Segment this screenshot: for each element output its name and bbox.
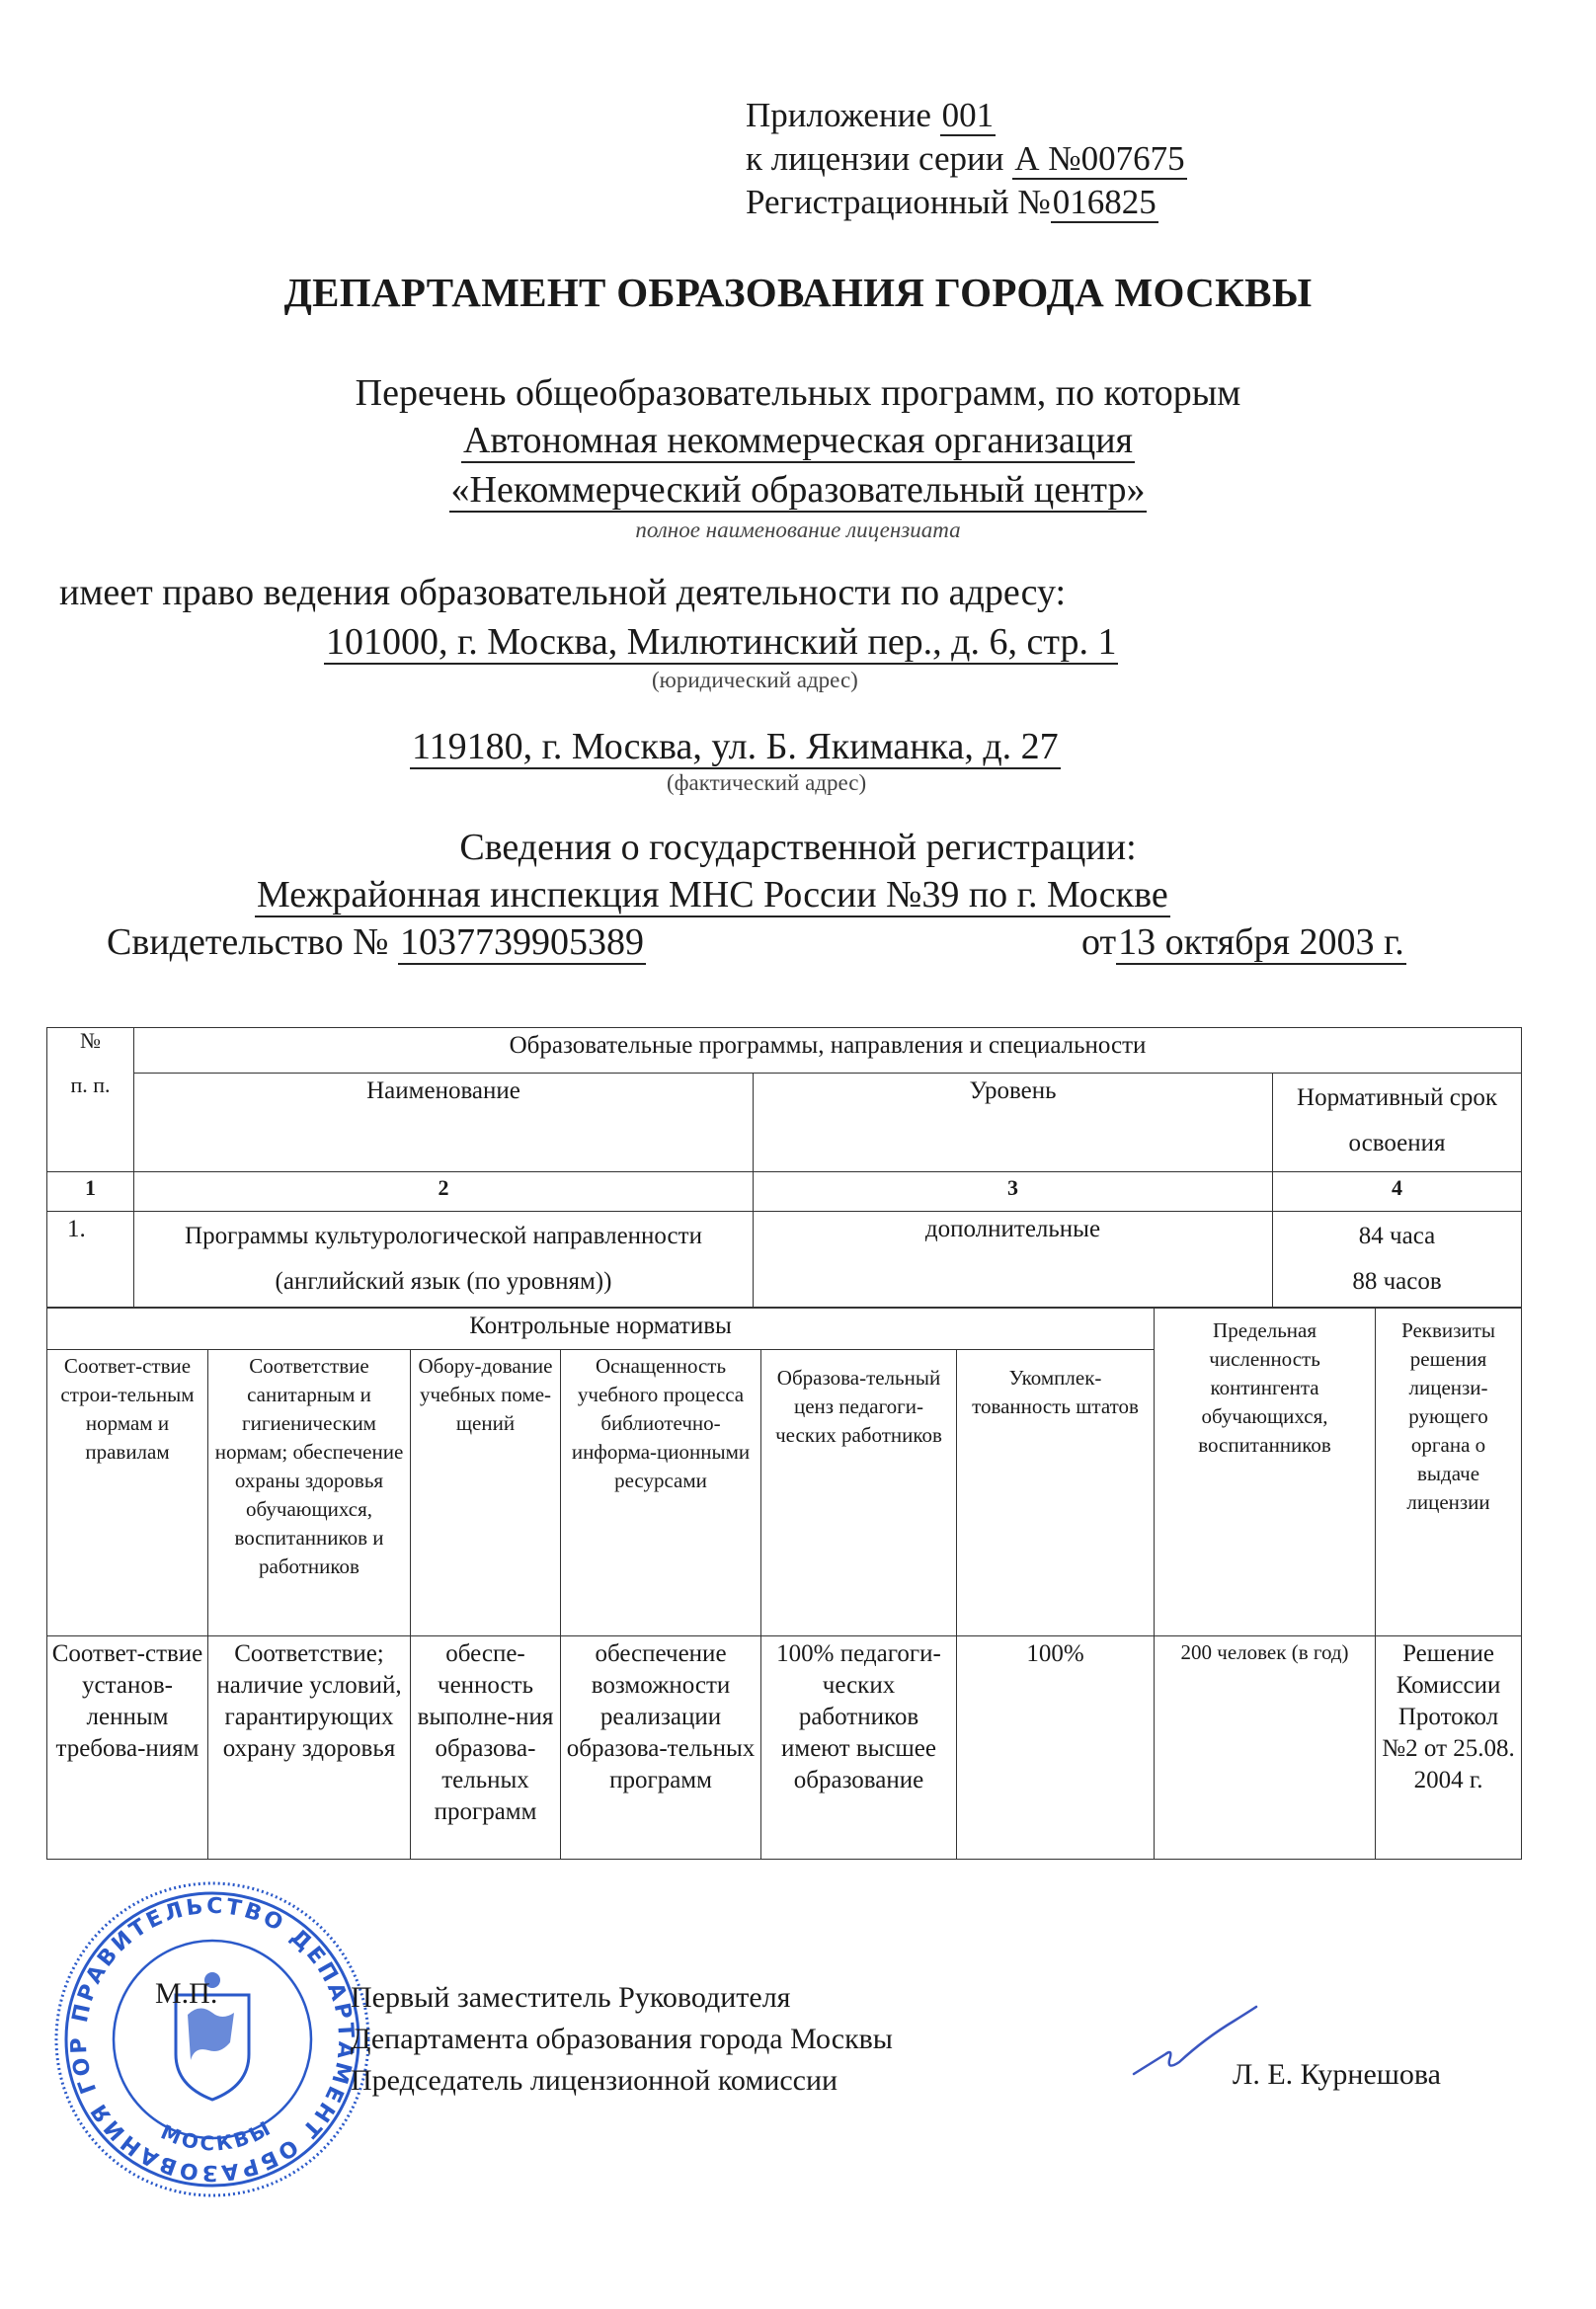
header-library: Оснащенность учебного процесса библиотечно-информа-ционными ресурсами: [561, 1350, 761, 1636]
value-sanitary: Соответствие; наличие условий, гарантирующих охрану здоровья: [208, 1636, 411, 1860]
signatory-block: Первый заместитель Руководителя Департамента образования города Москвы Председатель лицензионной комиссии: [351, 1981, 893, 2097]
col-number-header: № п. п.: [47, 1028, 134, 1172]
value-building: Соответ-ствие установ-ленным требова-ниям: [47, 1636, 208, 1860]
col-num-3: 3: [754, 1172, 1273, 1212]
value-qualification: 100% педагоги-ческих работников имеют высшее образование: [761, 1636, 957, 1860]
appendix-block: [746, 94, 1187, 224]
col-num-1: 1: [47, 1172, 134, 1212]
control-norms-header: Контрольные нормативы: [47, 1309, 1155, 1350]
header-staffing: Укомплек-тованность штатов: [957, 1350, 1155, 1636]
mp-label: М.П.: [155, 1977, 218, 2010]
certificate-date: 13 октября 2003 г.: [1118, 921, 1404, 963]
header-building-norms: Соответ-ствие строи-тельным нормам и правилам: [47, 1350, 208, 1636]
registration-number-line: Регистрационный №016825: [746, 183, 1157, 221]
svg-text:МОСКВЫ: МОСКВЫ: [157, 2114, 278, 2156]
certificate-date-line: от13 октября 2003 г.: [1081, 921, 1404, 963]
value-limit: 200 человек (в год): [1155, 1636, 1376, 1860]
actual-address: 119180, г. Москва, ул. Б. Якиманка, д. 27: [412, 726, 1059, 767]
value-equipment: обеспе-ченность выполне-ния образова-тельных программ: [411, 1636, 561, 1860]
stamp-seal-icon: [49, 1876, 375, 2202]
svg-text:ПРАВИТЕЛЬСТВО ДЕПАРТАМЕНТ ОБР: ПРАВИТЕЛЬСТВО ДЕПАРТАМЕНТ ОБРАЗОВАНИЯ ГОР: [66, 1893, 359, 2186]
document-title: ДЕПАРТАМЕНТ ОБРАЗОВАНИЯ ГОРОДА МОСКВЫ: [283, 270, 1313, 315]
license-series: А №007675: [1014, 139, 1185, 178]
registration-heading: Сведения о государственной регистрации:: [459, 827, 1137, 868]
col-level-header: Уровень: [754, 1074, 1273, 1172]
header-limit: Предельная численность контингента обучающихся, воспитанников: [1155, 1309, 1376, 1636]
appendix-number: 001: [941, 96, 995, 134]
legal-address-caption: (юридический адрес): [652, 668, 858, 692]
actual-address-caption: (фактический адрес): [667, 770, 867, 795]
certificate-line: Свидетельство № 1037739905389: [107, 921, 645, 963]
col-term-header: Нормативный срок освоения: [1273, 1074, 1522, 1172]
legal-address: 101000, г. Москва, Милютинский пер., д. 6, стр. 1: [326, 621, 1117, 663]
col-num-4: 4: [1273, 1172, 1522, 1212]
appendix-line: Приложение 001: [746, 96, 995, 134]
col-name-header: Наименование: [134, 1074, 754, 1172]
registration-number: 016825: [1052, 183, 1157, 221]
org-name-line1: Автономная некоммерческая организация: [462, 420, 1134, 461]
certificate-number: 1037739905389: [400, 921, 645, 963]
official-stamp: [49, 1876, 375, 2207]
right-statement: имеет право ведения образовательной деятельности по адресу:: [59, 572, 1067, 613]
org-name-line2: «Некоммерческий образовательный центр»: [450, 469, 1146, 511]
value-library: обеспечение возможности реализации образова-тельных программ: [561, 1636, 761, 1860]
program-level: дополнительные: [754, 1212, 1273, 1308]
registration-authority: Межрайонная инспекция МНС России №39 по г. Москве: [257, 874, 1168, 916]
header-equipment: Обору-дование учебных поме-щений: [411, 1350, 561, 1636]
program-term: 84 часа 88 часов: [1273, 1212, 1522, 1308]
row-number: 1.: [47, 1212, 134, 1308]
control-norms-table: [46, 1308, 1522, 1860]
table-row: [47, 1636, 1522, 1860]
programs-table: [46, 1027, 1522, 1308]
header-requisites: Реквизиты решения лицензи-рующего органа о выдаче лицензии: [1376, 1309, 1522, 1636]
license-series-line: к лицензии серии А №007675: [746, 139, 1185, 178]
value-staffing: 100%: [957, 1636, 1155, 1860]
program-name: Программы культурологической направленности (английский язык (по уровням)): [134, 1212, 754, 1308]
header-sanitary-norms: Соответствие санитарным и гигиеническим нормам; обеспечение охраны здоровья обучающихся, воспитанников и работников: [208, 1350, 411, 1636]
table-row: [47, 1212, 1522, 1308]
signatory-name: Л. Е. Курнешова: [1233, 2058, 1441, 2091]
value-requisites: Решение Комиссии Протокол №2 от 25.08. 2004 г.: [1376, 1636, 1522, 1860]
programs-group-header: Образовательные программы, направления и специальности: [134, 1028, 1522, 1074]
list-intro: Перечень общеобразовательных программ, по которым: [355, 372, 1241, 414]
org-caption: полное наименование лицензиата: [635, 518, 961, 542]
col-num-2: 2: [134, 1172, 754, 1212]
header-qualification: Образова-тельный ценз педагоги-ческих работников: [761, 1350, 957, 1636]
